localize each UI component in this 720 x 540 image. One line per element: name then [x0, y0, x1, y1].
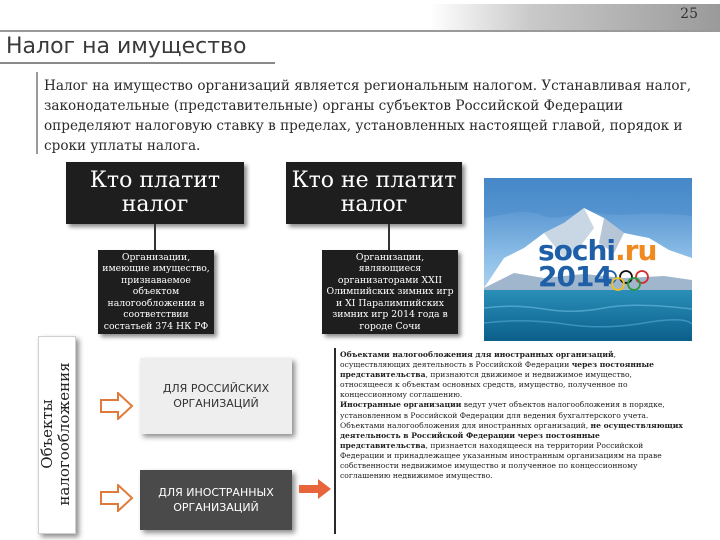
- russian-orgs-text: ДЛЯ РОССИЙСКИХ ОРГАНИЗАЦИЙ: [162, 382, 270, 410]
- desc-p3-bold: не осуществляющих деятельность в Российской Федерации через постоянные представительства: [340, 420, 683, 450]
- arrow-right-icon: [100, 392, 134, 420]
- arrow-right-filled-icon: [298, 478, 332, 500]
- foreign-orgs-description: [340, 350, 684, 481]
- sochi-logo-word: sochi: [538, 234, 616, 267]
- desc-p1-bold: Объектами налогообложения для иностранных организаций: [340, 350, 614, 359]
- page-title: Налог на имущество: [6, 34, 247, 59]
- intro-rule: [36, 72, 38, 154]
- olympic-rings-icon: [602, 270, 654, 292]
- title-rule: [0, 30, 720, 32]
- who-not-pays-header: [286, 162, 462, 224]
- who-not-pays-header-text: Кто не платит налог: [291, 168, 457, 217]
- desc-p3-a: Объектами налогообложения для иностранных организаций,: [340, 420, 591, 430]
- who-pays-connector: [154, 224, 156, 250]
- objects-label: Объекты налогообложения: [38, 362, 73, 506]
- who-pays-header-text: Кто платит налог: [89, 168, 221, 217]
- who-pays-detail-text: Организации, имеющие имущество, признаваемое объектом налогообложения в соответствии состатьей 374 НК РФ: [102, 251, 210, 332]
- top-bar-gradient: [430, 4, 720, 30]
- sochi-logo-line2: 2014: [538, 260, 612, 293]
- desc-p2-a: ведут учет объектов налогообложения в порядке, установленном в Российской Федерации для ведения бухгалтерского учета.: [340, 400, 665, 420]
- who-pays-header: [66, 162, 244, 224]
- intro-paragraph: Налог на имущество организаций является региональным налогом. Устанавливая налог, законодательные (представительные) органы субъектов Российской Федерации определяют налоговую ставку в пределах, установленных настоящей главой, порядок и сроки уплаты налога.: [44, 78, 692, 154]
- sochi-logo-ru: .ru: [615, 234, 657, 267]
- desc-p1-b: , признаются движимое и недвижимое имущество, относящееся к объектам основных средств, имущество, полученное по концессионному соглашению.: [340, 370, 632, 400]
- desc-p1-bold2: через постоянные представительства: [340, 360, 654, 380]
- desc-p3-b: , признается находящееся на территории Российской Федерации и принадлежащее указанным иностранным организациям на праве собственности недвижимое имущество и полученное по концессионному соглашению недвижимое имущество.: [340, 440, 662, 481]
- who-not-pays-connector: [388, 224, 390, 250]
- who-pays-detail: [98, 250, 214, 334]
- foreign-orgs-box: [140, 470, 292, 530]
- russian-orgs-box: [140, 358, 292, 434]
- arrow-right-icon: [100, 484, 134, 512]
- top-bar: [0, 0, 720, 30]
- desc-p2-bold: Иностранные организации: [340, 400, 462, 410]
- desc-p1-a: , осуществляющих деятельность в Российской Федерации: [340, 350, 617, 370]
- page-number: 25: [680, 6, 698, 22]
- who-not-pays-detail-text: Организации, являющиеся организаторами XXII Олимпийских зимних игр и XI Паралимпийских зимних игр 2014 года в городе Сочи: [326, 251, 454, 332]
- foreign-orgs-text: ДЛЯ ИНОСТРАННЫХ ОРГАНИЗАЦИЙ: [158, 486, 274, 514]
- who-not-pays-detail: [322, 250, 458, 334]
- title-underline: [0, 62, 275, 64]
- description-rule: [334, 348, 336, 534]
- sochi-photo: [484, 178, 692, 341]
